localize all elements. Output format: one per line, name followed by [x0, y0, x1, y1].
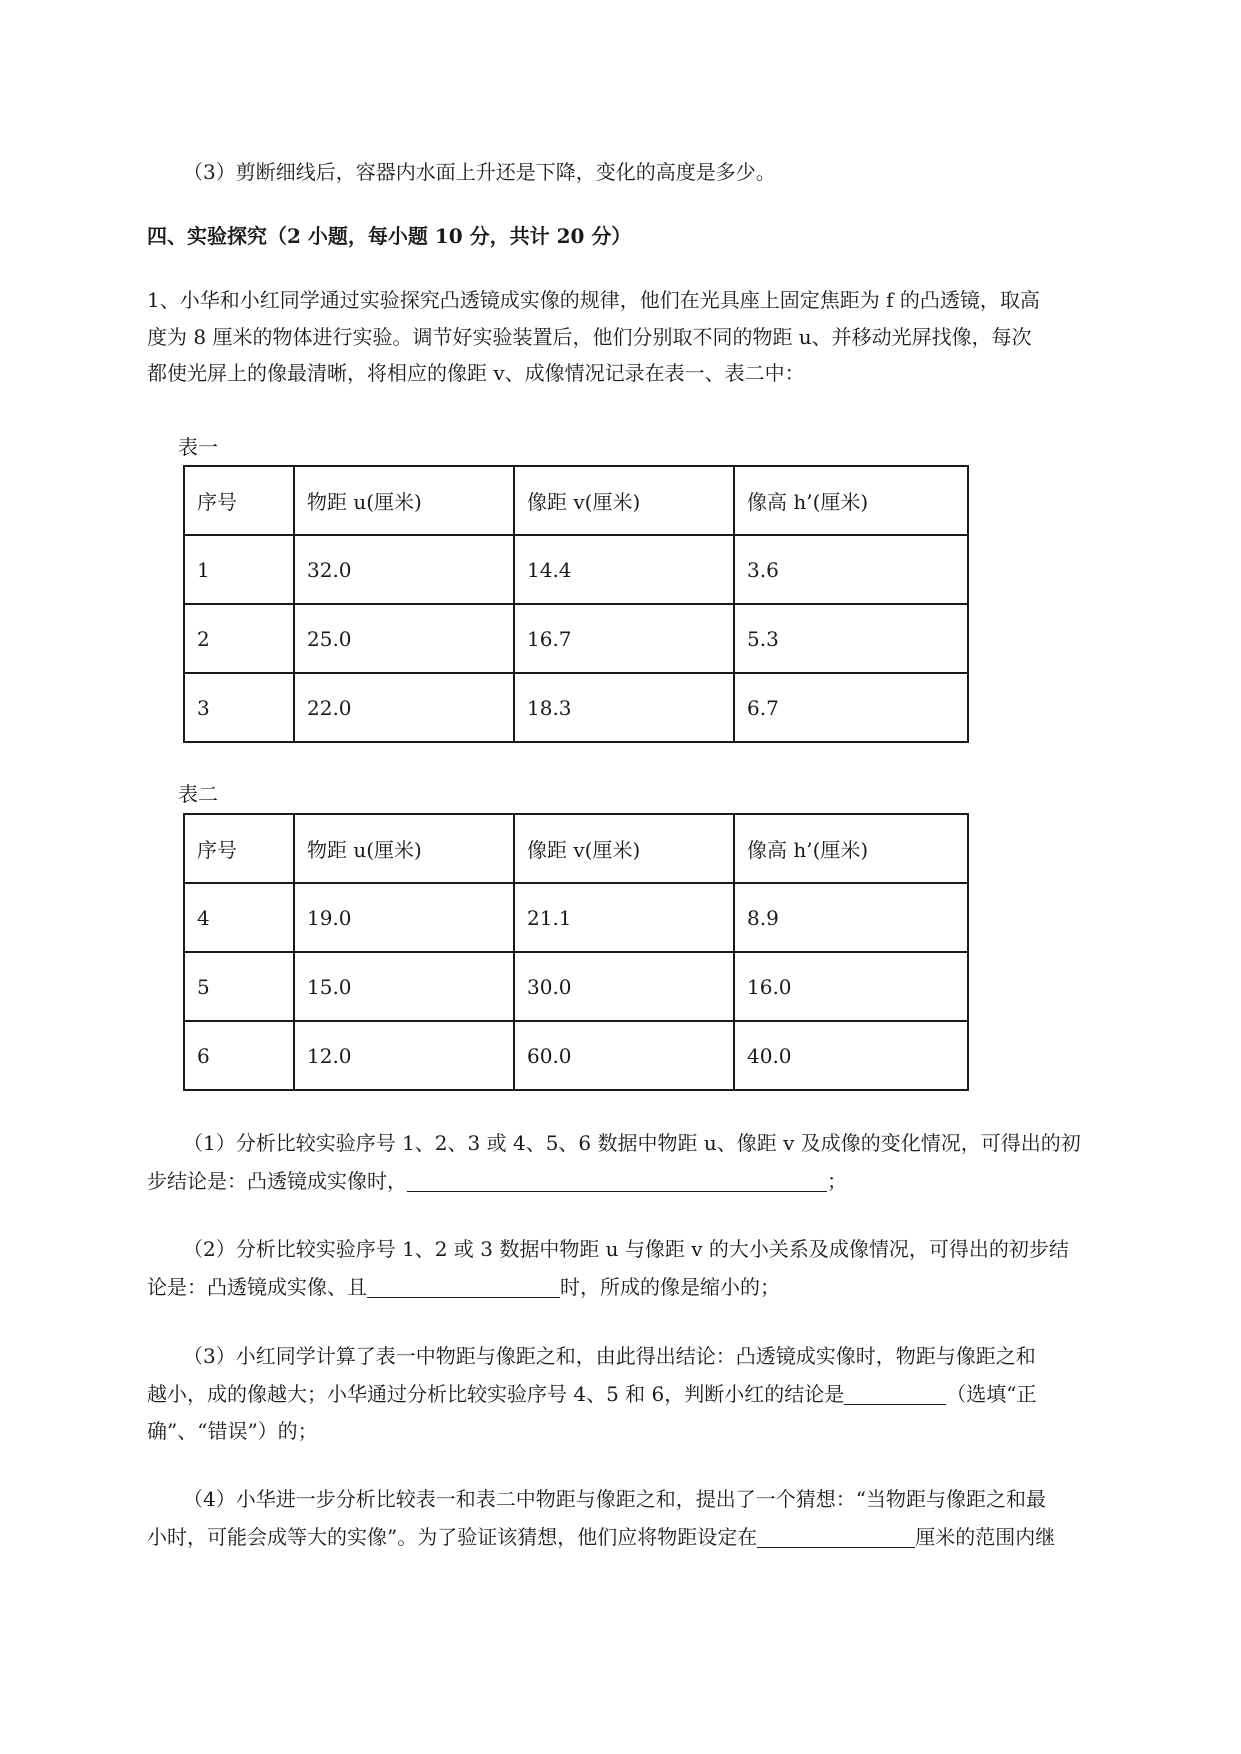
table-row: [184, 952, 968, 1021]
table-cell: 25.0: [294, 604, 514, 673]
question-1-line-3: 都使光屏上的像最清晰，将相应的像距 v、成像情况记录在表一、表二中：: [147, 361, 805, 385]
answer-blank-2[interactable]: [367, 1275, 560, 1298]
table-cell: 60.0: [514, 1021, 734, 1090]
sub-question-1-line-1: （1）分析比较实验序号 1、2、3 或 4、5、6 数据中物距 u、像距 v 及成像的变化情况，可得出的初: [183, 1131, 1081, 1155]
sub-question-2-line-1: （2）分析比较实验序号 1、2 或 3 数据中物距 u 与像距 v 的大小关系及成像情况，可得出的初步结: [183, 1237, 1069, 1261]
header-cell-object-distance: 物距 u(厘米): [294, 466, 514, 535]
answer-blank-4[interactable]: [757, 1525, 915, 1548]
header-cell-image-distance: 像距 v(厘米): [514, 466, 734, 535]
table-cell: 22.0: [294, 673, 514, 742]
table-2-label: 表二: [178, 782, 218, 806]
header-cell-image-distance: 像距 v(厘米): [514, 814, 734, 883]
sub-question-3-prefix: 越小，成的像越大；小华通过分析比较实验序号 4、5 和 6，判断小红的结论是: [147, 1382, 845, 1406]
table-cell: 2: [184, 604, 294, 673]
table-row: [184, 604, 968, 673]
table-cell: 14.4: [514, 535, 734, 604]
question-3-prompt: （3）剪断细线后，容器内水面上升还是下降，变化的高度是多少。: [183, 160, 776, 184]
section-title: 四、实验探究（2 小题，每小题 10 分，共计 20 分）: [147, 224, 632, 248]
question-1-line-2: 度为 8 厘米的物体进行实验。调节好实验装置后，他们分别取不同的物距 u、并移动光屏找像，每次: [147, 325, 1032, 349]
question-1-line-1: 1、小华和小红同学通过实验探究凸透镜成实像的规律，他们在光具座上固定焦距为 f 的凸透镜，取高: [147, 288, 1040, 312]
table-cell: 5: [184, 952, 294, 1021]
table-row: [184, 673, 968, 742]
sub-question-2-line-2: [147, 1272, 780, 1302]
sub-question-4-suffix: 厘米的范围内继: [915, 1525, 1056, 1549]
sub-question-1-prefix: 步结论是：凸透镜成实像时，: [147, 1169, 407, 1193]
sub-question-2-prefix: 论是：凸透镜成实像、且: [147, 1275, 367, 1299]
table-cell: 6.7: [734, 673, 968, 742]
table-cell: 15.0: [294, 952, 514, 1021]
table-cell: 30.0: [514, 952, 734, 1021]
sub-question-4-line-2: [147, 1522, 1055, 1552]
sub-question-2-suffix: 时，所成的像是缩小的；: [560, 1275, 780, 1299]
answer-blank-3[interactable]: [844, 1382, 946, 1405]
table-cell: 16.0: [734, 952, 968, 1021]
header-cell-image-height: 像高 h’(厘米): [734, 814, 968, 883]
sub-question-4-prefix: 小时，可能会成等大的实像”。为了验证该猜想，他们应将物距设定在: [147, 1525, 758, 1549]
header-cell-object-distance: 物距 u(厘米): [294, 814, 514, 883]
table-cell: 18.3: [514, 673, 734, 742]
table-cell: 21.1: [514, 883, 734, 952]
table-row: [184, 1021, 968, 1090]
table-cell: 12.0: [294, 1021, 514, 1090]
table-cell: 8.9: [734, 883, 968, 952]
sub-question-3-line-3: 确”、“错误”）的；: [147, 1419, 318, 1443]
table-cell: 1: [184, 535, 294, 604]
sub-question-1-line-2: [147, 1166, 847, 1196]
sub-question-3-suffix: （选填“正: [946, 1382, 1037, 1406]
header-cell-image-height: 像高 h’(厘米): [734, 466, 968, 535]
table-cell: 16.7: [514, 604, 734, 673]
table-cell: 32.0: [294, 535, 514, 604]
table-header-row: [184, 814, 968, 883]
table-1: [183, 465, 969, 743]
sub-question-1-suffix: ；: [827, 1169, 847, 1193]
table-header-row: [184, 466, 968, 535]
table-row: [184, 883, 968, 952]
sub-question-4-line-1: （4）小华进一步分析比较表一和表二中物距与像距之和，提出了一个猜想：“当物距与像距之和最: [183, 1487, 1046, 1511]
table-row: [184, 535, 968, 604]
answer-blank-1[interactable]: [407, 1169, 827, 1192]
table-cell: 19.0: [294, 883, 514, 952]
table-2: [183, 813, 969, 1091]
table-cell: 5.3: [734, 604, 968, 673]
sub-question-3-line-2: [147, 1379, 1036, 1409]
table-cell: 3.6: [734, 535, 968, 604]
header-cell-index: 序号: [184, 814, 294, 883]
table-cell: 3: [184, 673, 294, 742]
header-cell-index: 序号: [184, 466, 294, 535]
table-cell: 40.0: [734, 1021, 968, 1090]
table-cell: 4: [184, 883, 294, 952]
table-1-label: 表一: [178, 435, 218, 459]
sub-question-3-line-1: （3）小红同学计算了表一中物距与像距之和，由此得出结论：凸透镜成实像时，物距与像距之和: [183, 1344, 1036, 1368]
table-cell: 6: [184, 1021, 294, 1090]
